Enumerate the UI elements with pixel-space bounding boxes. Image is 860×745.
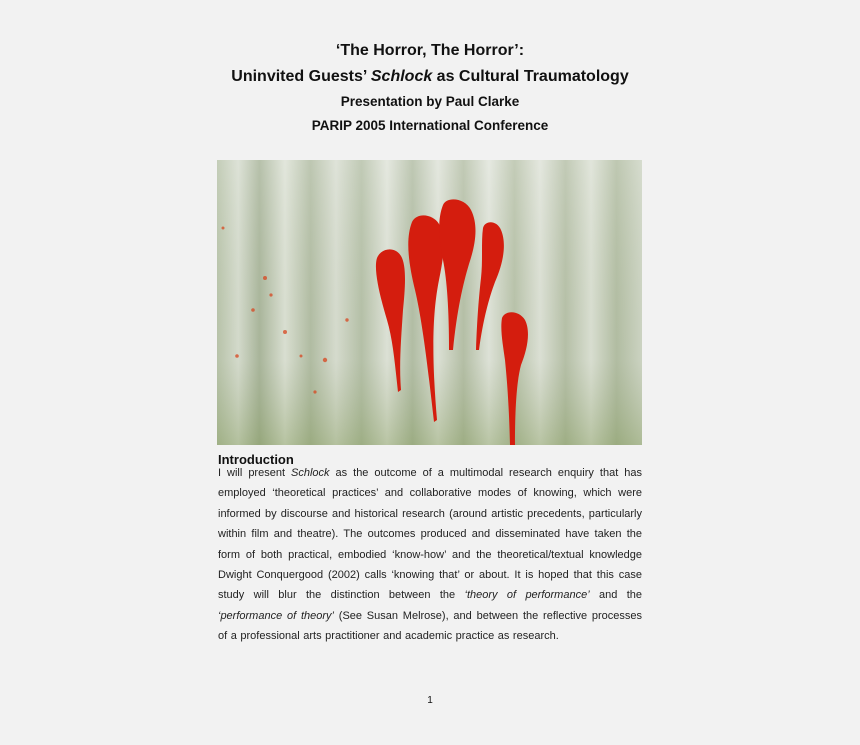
intro-text-3: as the outcome of a multimodal research enquiry that has employed ‘theoretical practices’ and collaborative modes of knowing, which were informed by discourse and historical research (around artistic precedents, particularly within film and theatre). The outcomes produced and disseminated have taken the form of both practical, embodied ‘know-how’ and the theoretical/textual knowledge Dwight Conquergood (2002) calls ‘knowing that’ or about. It is hoped that this case study will blur the distinction between the — [218, 467, 642, 602]
intro-text-1: I will present — [218, 467, 291, 479]
intro-text-7: (See Susan Melrose), and between the reflective processes of a professional arts practitioner and academic practice as research. — [218, 609, 642, 643]
bloody-handprint-image — [217, 160, 642, 445]
title-line-2-post: as Cultural Traumatology — [432, 68, 629, 85]
bloody-handprint-icon — [217, 160, 642, 445]
title-block — [0, 38, 860, 138]
introduction-heading: Introduction — [218, 452, 294, 467]
intro-text-theory-of-performance: ‘theory of performance’ — [464, 589, 590, 602]
intro-text-performance-of-theory: ‘performance of theory’ — [218, 609, 334, 622]
conference-line: PARIP 2005 International Conference — [311, 118, 549, 133]
intro-text-schlock: Schlock — [291, 467, 330, 479]
title-line-2-pre: Uninvited Guests’ — [231, 68, 371, 85]
title-line-2-italic: Schlock — [370, 68, 433, 85]
title-line-1: ‘The Horror, The Horror’: — [335, 42, 525, 59]
introduction-paragraph — [218, 463, 642, 647]
intro-text-5: and the — [589, 589, 643, 602]
page-number: 1 — [427, 695, 433, 706]
title-line-2 — [0, 64, 860, 90]
presenter-line: Presentation by Paul Clarke — [340, 94, 520, 109]
